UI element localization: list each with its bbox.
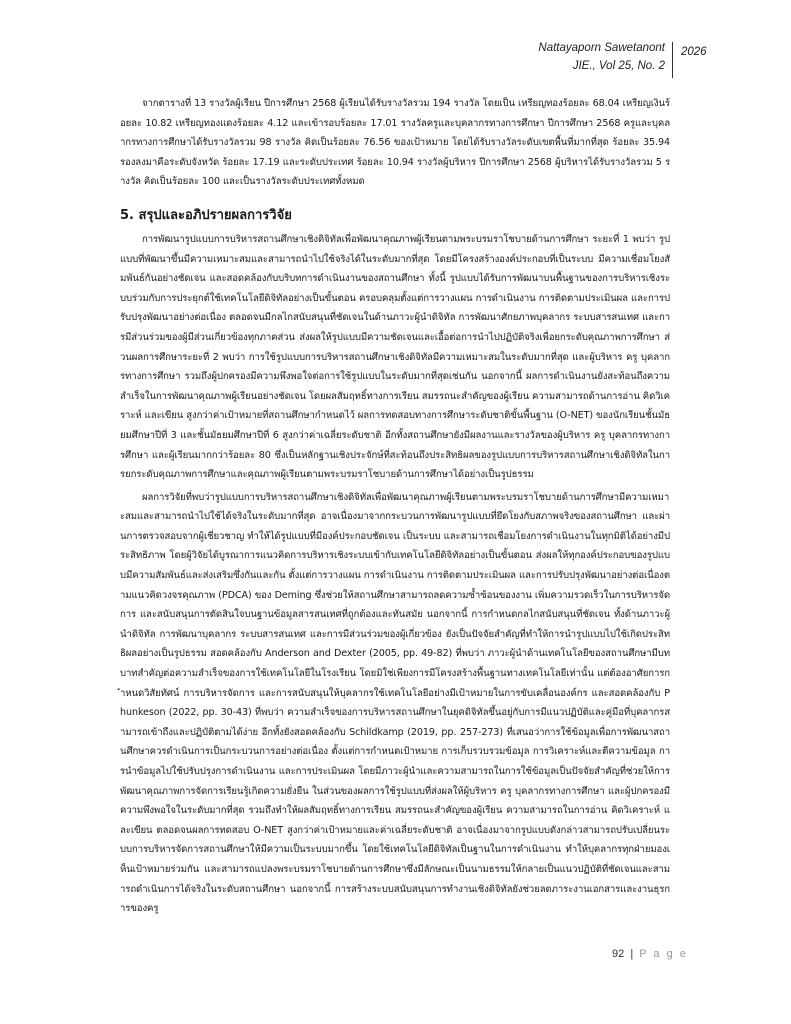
header-year: 2026 xyxy=(681,46,707,58)
intro-paragraph: จากตารางที่ 13 รางวัลผู้เรียน ปีการศึกษา 2568 ผู้เรียนได้รับรางวัลรวม 194 รางวัล โดยเป็น เหรียญทองร้อยละ 68.04 เหรียญเงินร้อยละ 10.82 เหรียญทองแดงร้อยละ 4.12 และเข้ารอบร้อยละ 17.01 รางวัลครูและบุคลากรทางการศึกษา ปีการศึกษา 2568 ครูและบุคลากรทางการศึกษาได้รับรางวัลรวม 98 รางวัล คิดเป็นร้อยละ 76.56 ของเป้าหมาย โดยได้รับรางวัลระดับเขตพื้นที่มากที่สุด ร้อยละ 35.94 รองลงมาคือระดับจังหวัด ร้อยละ 17.19 และระดับประเทศ ร้อยละ 10.94 รางวัลผู้บริหาร ปีการศึกษา 2568 ผู้บริหารได้รับรางวัลรวม 5 รางวัล คิดเป็นร้อยละ 100 และเป็นรางวัลระดับประเทศทั้งหมด xyxy=(120,98,670,188)
section-heading: 5. สรุปและอภิปรายผลการวิจัย xyxy=(120,207,292,223)
header-volume: JIE., Vol 25, No. 2 xyxy=(572,60,665,72)
page-number: 92 xyxy=(612,948,625,960)
page-header xyxy=(0,42,791,82)
header-divider xyxy=(672,42,673,78)
page-label: P a g e xyxy=(639,948,688,960)
summary-paragraph: การพัฒนารูปแบบการบริหารสถานศึกษาเชิงดิจิทัลเพื่อพัฒนาคุณภาพผู้เรียนตามพระบรมราโชบายด้านการศึกษา ระยะที่ 1 พบว่า รูปแบบที่พัฒนาขึ้นมีความเหมาะสมและสามารถนำไปใช้จริงได้ในระดับมากที่สุด โดยมีโครงสร้างองค์ประกอบที่เป็นระบบ มีความเชื่อมโยงสัมพันธ์กันอย่างชัดเจน และสอดคล้องกับบริบทการดำเนินงานของสถานศึกษา ทั้งนี้ รูปแบบได้รับการพัฒนาบนพื้นฐานของการบริหารเชิงระบบร่วมกับการประยุกต์ใช้เทคโนโลยีดิจิทัลอย่างเป็นขั้นตอน ครอบคลุมตั้งแต่การวางแผน การดำเนินงาน การติดตามประเมินผล และการปรับปรุงพัฒนาอย่างต่อเนื่อง ตลอดจนมีกลไกสนับสนุนที่ชัดเจนในด้านภาวะผู้นำดิจิทัล การพัฒนาศักยภาพบุคลากร ระบบสารสนเทศ และการมีส่วนร่วมของผู้มีส่วนเกี่ยวข้องทุกภาคส่วน ส่งผลให้รูปแบบมีความชัดเจนและเอื้อต่อการนำไปปฏิบัติจริงเพื่อยกระดับคุณภาพการศึกษา ส่วนผลการศึกษาระยะที่ 2 พบว่า การใช้รูปแบบการบริหารสถานศึกษาเชิงดิจิทัลมีความเหมาะสมในระดับมากที่สุด และผู้บริหาร ครู บุคลากรทางการศึกษา รวมถึงผู้ปกครองมีความพึงพอใจต่อการใช้รูปแบบในระดับมากที่สุดเช่นกัน นอกจากนี้ ผลการดำเนินงานยังสะท้อนถึงความสำเร็จในการพัฒนาคุณภาพผู้เรียนอย่างชัดเจน โดยผลสัมฤทธิ์ทางการเรียน สมรรถนะสำคัญของผู้เรียน ความสามารถด้านการอ่าน คิดวิเคราะห์ และเขียน สูงกว่าค่าเป้าหมายที่สถานศึกษากำหนดไว้ ผลการทดสอบทางการศึกษาระดับชาติขั้นพื้นฐาน (O-NET) ของนักเรียนชั้นมัธยมศึกษาปีที่ 3 และชั้นมัธยมศึกษาปีที่ 6 สูงกว่าค่าเฉลี่ยระดับชาติ อีกทั้งสถานศึกษายังมีผลงานและรางวัลของผู้บริหาร ครู บุคลากรทางการศึกษา และผู้เรียนมากกว่าร้อยละ 80 ซึ่งเป็นหลักฐานเชิงประจักษ์ที่สะท้อนถึงประสิทธิผลของรูปแบบการบริหารสถานศึกษาเชิงดิจิทัลในการยกระดับคุณภาพการศึกษาและคุณภาพผู้เรียนตามพระบรมราโชบายด้านการศึกษาได้อย่างเป็นรูปธรรม xyxy=(120,233,670,481)
discussion-paragraph: ผลการวิจัยที่พบว่ารูปแบบการบริหารสถานศึกษาเชิงดิจิทัลเพื่อพัฒนาคุณภาพผู้เรียนตามพระบรมราโชบายด้านการศึกษามีความเหมาะสมและสามารถนำไปใช้ได้จริงในระดับมากที่สุด อาจเนื่องมาจากกระบวนการพัฒนารูปแบบที่ยึดโยงกับสภาพจริงของสถานศึกษา และผ่านการตรวจสอบจากผู้เชี่ยวชาญ ทำให้ได้รูปแบบที่มีองค์ประกอบชัดเจน เป็นระบบ และสามารถเชื่อมโยงการดำเนินงานในทุกมิติได้อย่างมีประสิทธิภาพ โดยผู้วิจัยได้บูรณาการแนวคิดการบริหารเชิงระบบเข้ากับเทคโนโลยีดิจิทัลอย่างเป็นขั้นตอน ส่งผลให้ทุกองค์ประกอบของรูปแบบมีความสัมพันธ์และส่งเสริมซึ่งกันและกัน ตั้งแต่การวางแผน การดำเนินงาน การติดตามประเมินผล และการปรับปรุงพัฒนาอย่างต่อเนื่องตามแนวคิดวงจรคุณภาพ (PDCA) ของ Deming ซึ่งช่วยให้สถานศึกษาสามารถลดความซ้ำซ้อนของงาน เพิ่มความรวดเร็วในการบริหารจัดการ และสนับสนุนการตัดสินใจบนฐานข้อมูลสารสนเทศที่ถูกต้องและทันสมัย นอกจากนี้ การกำหนดกลไกสนับสนุนที่ชัดเจน ทั้งด้านภาวะผู้นำดิจิทัล การพัฒนาบุคลากร ระบบสารสนเทศ และการมีส่วนร่วมของผู้เกี่ยวข้อง ยังเป็นปัจจัยสำคัญที่ทำให้การนำรูปแบบไปใช้เกิดประสิทธิผลอย่างเป็นรูปธรรม สอดคล้องกับ Anderson and Dexter (2005, pp. 49-82) ที่พบว่า ภาวะผู้นำด้านเทคโนโลยีของสถานศึกษามีบทบาทสำคัญต่อความสำเร็จของการใช้เทคโนโลยีในโรงเรียน โดยมิใช่เพียงการมีโครงสร้างพื้นฐานทางเทคโนโลยีเท่านั้น แต่ต้องอาศัยการกำหนดวิสัยทัศน์ การบริหารจัดการ และการสนับสนุนให้บุคลากรใช้เทคโนโลยีอย่างมีเป้าหมายในการขับเคลื่อนองค์กร และสอดคล้องกับ Phunkeson (2022, pp. 30-43) ที่พบว่า ความสำเร็จของการบริหารสถานศึกษาในยุคดิจิทัลขึ้นอยู่กับการมีแนวปฏิบัติและคู่มือที่บุคลากรสามารถเข้าถึงและปฏิบัติตามได้ง่าย อีกทั้งยังสอดคล้องกับ Schildkamp (2019, pp. 257-273) ที่เสนอว่าการใช้ข้อมูลเพื่อการพัฒนาสถานศึกษาควรดำเนินการเป็นกระบวนการอย่างต่อเนื่อง ตั้งแต่การกำหนดเป้าหมาย การเก็บรวบรวมข้อมูล การวิเคราะห์และตีความข้อมูล การนำข้อมูลไปใช้ปรับปรุงการดำเนินงาน และการประเมินผล โดยมีภาวะผู้นำและความสามารถในการใช้ข้อมูลเป็นปัจจัยสำคัญที่ช่วยให้การพัฒนาคุณภาพการจัดการเรียนรู้เกิดความยั่งยืน ในส่วนของผลการใช้รูปแบบที่ส่งผลให้ผู้บริหาร ครู บุคลากรทางการศึกษา และผู้ปกครองมีความพึงพอใจในระดับมากที่สุด รวมถึงทำให้ผลสัมฤทธิ์ทางการเรียน สมรรถนะสำคัญของผู้เรียน ความสามารถในการอ่าน คิดวิเคราะห์ และเขียน ตลอดจนผลการทดสอบ O-NET สูงกว่าค่าเป้าหมายและค่าเฉลี่ยระดับชาติ อาจเนื่องมาจากรูปแบบดังกล่าวสามารถปรับเปลี่ยนระบบการบริหารจัดการสถานศึกษาให้มีความเป็นระบบมากขึ้น โดยใช้เทคโนโลยีดิจิทัลเป็นฐานในการดำเนินงาน ทำให้บุคลากรทุกฝ่ายมองเห็นเป้าหมายร่วมกัน และสามารถแปลงพระบรมราโชบายด้านการศึกษาซึ่งมีลักษณะเป็นนามธรรมให้กลายเป็นแนวปฏิบัติที่ชัดเจนและสามารถดำเนินการได้จริงในระดับสถานศึกษา นอกจากนี้ การสร้างระบบสนับสนุนการทำงานเชิงดิจิทัลยังช่วยลดภาระงานเอกสารและงานธุรการของครู xyxy=(120,491,670,915)
footer-separator: | xyxy=(630,948,634,960)
header-author: Nattayaporn Sawetanont xyxy=(538,42,665,54)
page-footer xyxy=(612,948,688,960)
page-body xyxy=(120,94,670,919)
